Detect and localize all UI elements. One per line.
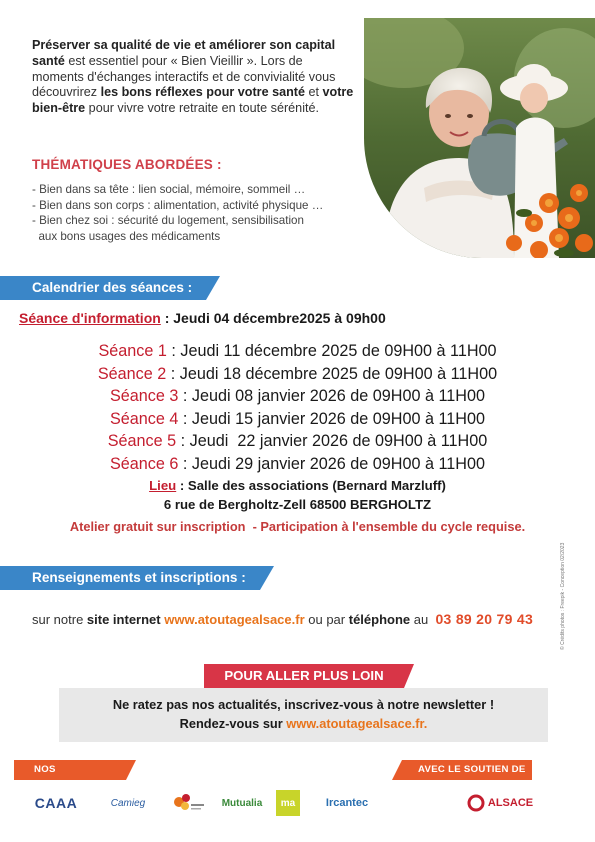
free-workshop-note: Atelier gratuit sur inscription - Participation à l'ensemble du cycle requise.: [69, 519, 526, 534]
session-item: [0, 363, 595, 386]
session-date: : Jeudi 11 décembre 2025 de 09H00 à 11H00: [166, 342, 497, 360]
theme-item: - Bien chez soi : sécurité du logement, sensibilisation: [32, 214, 304, 228]
newsletter-box: [59, 688, 548, 742]
session-date: : Jeudi 15 janvier 2026 de 09H00 à 11H00: [178, 409, 485, 428]
sessions-list: [0, 340, 595, 476]
contact-banner: Renseignements et inscriptions :: [14, 566, 260, 590]
venue-address: 6 rue de Bergholtz-Zell 68500 BERGHOLTZ: [163, 497, 432, 512]
info-session-sep: :: [160, 310, 174, 326]
info-session-date: Jeudi 04 décembre2025 à 09h00: [173, 310, 386, 326]
phone-number[interactable]: 03 89 20 79 43: [435, 611, 534, 627]
caaa-logo: [30, 786, 82, 820]
partners-tab: NOS PARTENAIRES: [14, 760, 126, 780]
mutualia-logo: [214, 786, 270, 820]
caaa-logo-text: CAAA: [34, 795, 78, 811]
contact-text-1: sur notre: [32, 612, 87, 627]
venue: [0, 476, 595, 514]
newsletter-prefix: Rendez-vous sur: [179, 716, 287, 731]
venue-name: : Salle des associations (Bernard Marzluff): [176, 478, 446, 493]
mutualia-logo-text: Mutualia: [221, 797, 263, 809]
ma-services-logo-text: ma: [280, 797, 296, 809]
further-tab: POUR ALLER PLUS LOIN: [204, 664, 404, 688]
flower-logo-icon: [171, 790, 205, 816]
contact-phone-label: téléphone: [348, 612, 411, 627]
session-item: [0, 340, 595, 363]
venue-line-1: [0, 476, 595, 495]
alsace-logo-icon: [467, 794, 485, 812]
session-date: : Jeudi 29 janvier 2026 de 09H00 à 11H00: [178, 454, 485, 473]
hero-photo: [364, 18, 595, 258]
partner-logos: [30, 786, 550, 820]
intro-paragraph: [32, 38, 354, 117]
intro-text-1: est essentiel pour « Bien Vieillir ». Lors de moments d'échanges interactifs et de convivialité vous découvrirez: [32, 53, 336, 100]
themes-title: THÉMATIQUES ABORDÉES :: [32, 157, 222, 172]
venue-label: Lieu: [149, 478, 177, 493]
theme-item: - Bien dans sa tête : lien social, mémoire, sommeil …: [32, 183, 306, 196]
session-label: Séance 6: [110, 454, 179, 473]
intro-bold-1: Préserver sa qualité de vie et améliorer son capital santé: [32, 38, 336, 68]
newsletter-line-1: Ne ratez pas nos actualités, inscrivez-vous à notre newsletter !: [112, 697, 495, 712]
session-label: Séance 3: [110, 387, 179, 406]
support-tab: AVEC LE SOUTIEN DE :: [402, 760, 532, 780]
calendar-banner: Calendrier des séances :: [14, 276, 206, 300]
ma-services-logo: [274, 786, 302, 820]
intro-text-3: pour vivre votre retraite en toute sérénité.: [85, 101, 319, 116]
intro-bold-3: votre bien-être: [32, 85, 354, 116]
alsace-logo: [462, 786, 538, 820]
session-item: [0, 430, 595, 453]
session-date: : Jeudi 18 décembre 2025 de 09H00 à 11H00: [166, 364, 498, 383]
themes-list: [32, 182, 372, 244]
website-link[interactable]: www.atoutagealsace.fr: [164, 612, 305, 627]
intro-text-2: et: [304, 85, 323, 100]
contact-website-label: site internet: [86, 612, 161, 627]
session-label: Séance 2: [97, 364, 167, 383]
photo-credit: © Crédits photos : Freepik - Conception 02/2023: [560, 542, 566, 650]
session-item: [0, 408, 595, 431]
session-label: Séance 5: [107, 432, 177, 451]
camieg-logo-text: Camieg: [110, 797, 146, 809]
alsace-logo-text: ALSACE: [487, 797, 534, 809]
session-label: Séance 1: [98, 342, 167, 360]
ircantec-logo: [312, 786, 382, 820]
session-item: [0, 453, 595, 476]
session-date: : Jeudi 08 janvier 2026 de 09H00 à 11H00: [178, 387, 485, 406]
ircantec-logo-text: Ircantec: [325, 797, 369, 809]
session-item: [0, 385, 595, 408]
contact-text-2: ou par: [304, 612, 349, 627]
intro-bold-2: les bons réflexes pour votre santé: [100, 85, 305, 100]
info-session: [19, 310, 386, 326]
session-date: : Jeudi 22 janvier 2026 de 09H00 à 11H00: [176, 432, 488, 451]
ma-services-logo-badge: [276, 790, 300, 816]
grandmother-child-watering-photo: [364, 18, 595, 258]
newsletter-link[interactable]: www.atoutagealsace.fr.: [286, 716, 428, 731]
theme-item: aux bons usages des médicaments: [32, 229, 221, 243]
camieg-logo: [94, 786, 162, 820]
theme-item: - Bien dans son corps : alimentation, activité physique …: [32, 198, 324, 212]
contact-text-3: au: [410, 612, 432, 627]
session-label: Séance 4: [110, 409, 179, 428]
contact-line: [32, 611, 533, 627]
info-session-label: Séance d'information: [19, 310, 161, 326]
partner-logo-3: [168, 786, 208, 820]
newsletter-line-2: [59, 714, 548, 733]
